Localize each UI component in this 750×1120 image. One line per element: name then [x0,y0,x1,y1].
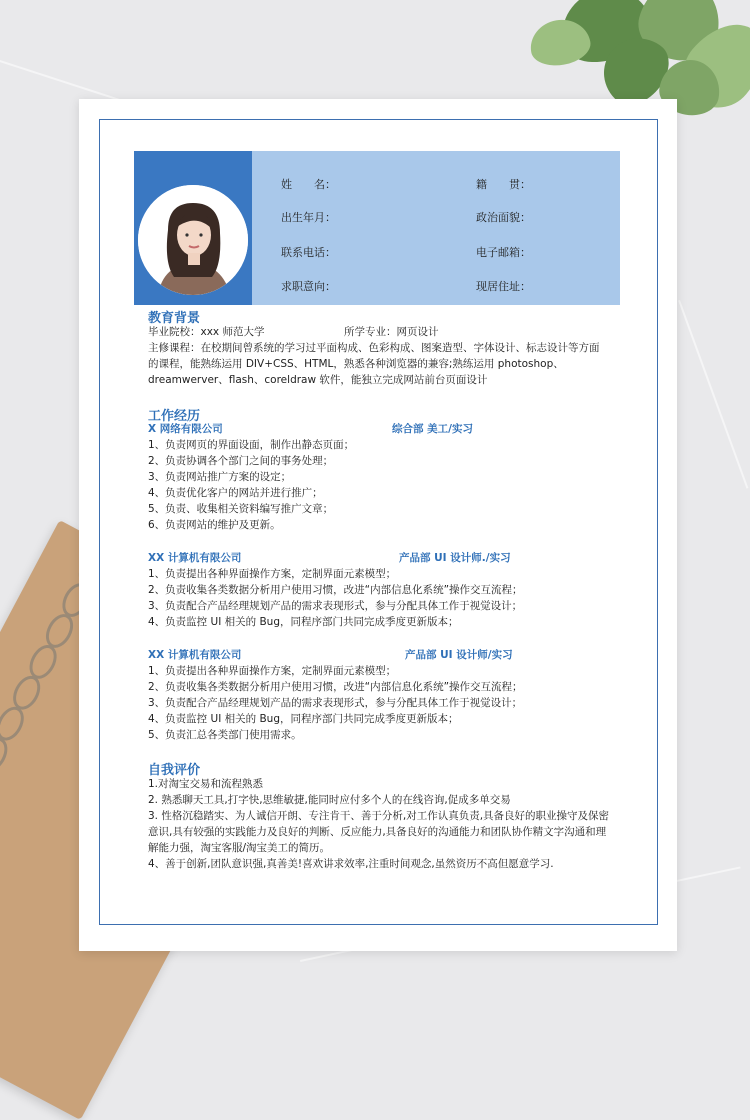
education-title: 教育背景 [148,311,201,326]
job-company: X 网络有限公司 [148,423,223,435]
self-title: 自我评价 [148,763,201,778]
job-duty: 3、负责网站推广方案的设定； [148,471,292,483]
job-company: XX 计算机有限公司 [148,552,242,564]
birth-label: 出生年月： [281,211,336,224]
job-duty: 1、负责提出各种界面操作方案，定制界面元素模型； [148,665,397,677]
job-role: 产品部 UI 设计师./实习 [399,552,511,564]
job-duty: 3、负责配合产品经理规划产品的需求表现形式，参与分配具体工作于视觉设计； [148,600,523,612]
self-line: 4、善于创新,团队意识强,真善美!喜欢讲求效率,注重时间观念,虽然资历不高但愿意学习. [148,858,554,870]
job-duty: 5、负责、收集相关资料编写推广文章； [148,503,334,515]
job-duty: 4、负责优化客户的网站并进行推广； [148,487,323,499]
work-title: 工作经历 [148,409,201,424]
job-duty: 2、负责协调各个部门之间的事务处理； [148,455,334,467]
education-courses-line: 主修课程：在校期间曾系统的学习过平面构成、色彩构成、图案造型、字体设计、标志设计等方面 [148,342,600,354]
intent-label: 求职意向： [281,280,336,293]
avatar-portrait-icon [138,185,248,295]
email-label: 电子邮箱： [476,246,531,259]
job-role: 产品部 UI 设计师/实习 [405,649,513,661]
self-line: 3. 性格沉稳踏实、为人诚信开朗、专注肯干、善于分析,对工作认真负责,具备良好的职业操守及保密 [148,810,610,822]
address-label: 现居住址： [476,280,531,293]
job-duty: 1、负责网页的界面设面，制作出静态页面； [148,439,355,451]
job-duty: 4、负责监控 UI 相关的 Bug，同程序部门共同完成季度更新版本； [148,616,459,628]
self-line: 解能力强，淘宝客服/淘宝美工的简历。 [148,842,331,854]
job-duty: 6、负责网站的维护及更新。 [148,519,281,531]
phone-label: 联系电话： [281,246,336,259]
name-label: 姓 名： [281,178,336,191]
education-major: 所学专业：网页设计 [344,326,439,338]
avatar [138,185,248,295]
job-company: XX 计算机有限公司 [148,649,242,661]
self-line: 意识,具有较强的实践能力及良好的判断、反应能力,具备良好的沟通能力和团队协作精文字沟通和理 [148,826,607,838]
job-duty: 4、负责监控 UI 相关的 Bug，同程序部门共同完成季度更新版本； [148,713,459,725]
education-courses-line: dreamwerver、flash、coreldraw 软件，能独立完成网站前台页面设计 [148,374,488,386]
education-courses-line: 的课程，能熟练运用 DIV+CSS、HTML，熟悉各种浏览器的兼容;熟练运用 photoshop、 [148,358,564,370]
job-duty: 2、负责收集各类数据分析用户使用习惯，改进“内部信息化系统”操作交互流程； [148,584,523,596]
job-duty: 5、负责汇总各类部门使用需求。 [148,729,302,741]
job-duty: 2、负责收集各类数据分析用户使用习惯，改进“内部信息化系统”操作交互流程； [148,681,523,693]
origin-label: 籍 贯： [476,178,531,191]
self-line: 2. 熟悉聊天工具,打字快,思维敏捷,能同时应付多个人的在线咨询,促成多单交易 [148,794,511,806]
job-role: 综合部 美工/实习 [392,423,473,435]
education-school: 毕业院校：xxx 师范大学 [148,326,265,338]
resume-paper [79,99,677,951]
job-duty: 1、负责提出各种界面操作方案，定制界面元素模型； [148,568,397,580]
job-duty: 3、负责配合产品经理规划产品的需求表现形式，参与分配具体工作于视觉设计； [148,697,523,709]
background-vein [678,300,748,489]
politics-label: 政治面貌： [476,211,531,224]
profile-header [134,151,620,305]
self-line: 1.对淘宝交易和流程熟悉 [148,778,264,790]
photo-column [134,151,252,305]
